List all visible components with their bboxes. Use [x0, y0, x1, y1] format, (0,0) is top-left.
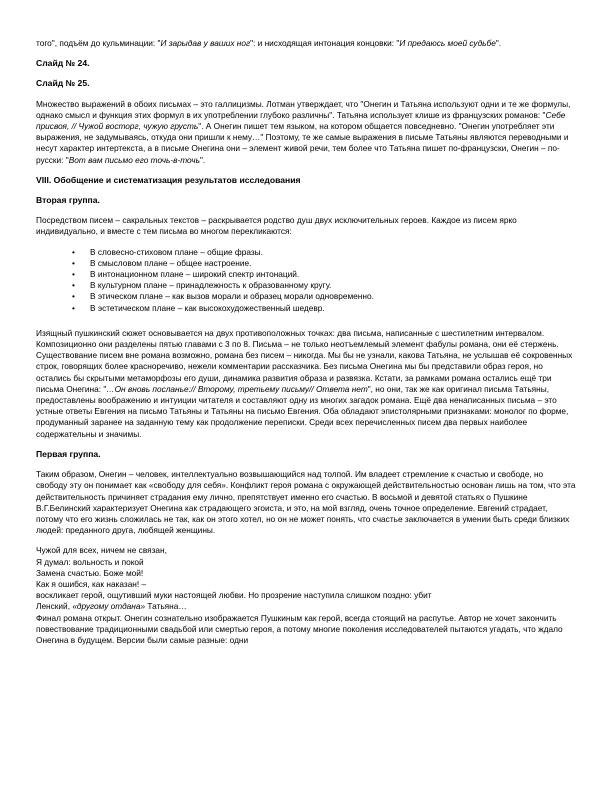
slide-24-heading: Слайд № 24.	[36, 58, 90, 69]
section-8-heading: VIII. Обобщение и систематизация результатов исследования	[36, 174, 301, 185]
text-run: ".	[199, 154, 206, 165]
paragraph-group-2-intro: Посредством писем – сакральных текстов – раскрывается родство душ двух исключительных героев. Каждое из писем ярко индивидуально, и вместе с тем письма во многом перекликаются:	[36, 215, 517, 237]
text-run: того", подъём до кульминации: "	[36, 38, 161, 48]
bullet-icon: •	[72, 269, 75, 280]
paragraph-final: Финал романа открыт. Онегин сознательно изображается Пушкиным как герой, всегда стоящий на распутье. Автор не хочет закончить повествование традиционными свадьбой или смертью героя, а потому многие поколения исследователей пытаются угадать, что ждало Онегина в будущем. Версии были самые разные: одни	[36, 612, 563, 645]
list-item	[72, 291, 576, 302]
text-run: Множество выражений в обоих письмах – это галлицизмы. Лотман утверждает, что "Онегин и Татьяна используют одни и те же формулы, однако смысл и функция этих формул в их употреблении глубоко различны". Татьяна использует клише из французских романов: "	[36, 98, 571, 120]
list-item	[72, 280, 576, 291]
after-poem-block	[36, 590, 576, 646]
text-run: ", но они, так же как оригинал письма Татьяны, предоставлены воображению и интуиции читателя и составляют одну из многих загадок романа. Ещё два ненаписанных письма – это устные ответы Евгения на письмо Татьяны и Татьяны на письмо Евгения. Оба обладают эпистолярными признаками: монолог по форме, продуманный заранее на заданную тему как продолжение переписки. Среди всех перечисленных писем два первых наиболее содержательны и значимы.	[36, 383, 569, 439]
poem-block	[36, 545, 576, 590]
bullet-list	[36, 247, 576, 314]
list-item	[72, 258, 576, 269]
quote-run: Себе присвоя, // Чужой восторг, чужую грусть	[36, 109, 566, 132]
poem-line: Я думал: вольность и покой	[36, 556, 144, 567]
poem-line: Как я ошибся, как наказан! –	[36, 578, 147, 589]
slide-25-heading: Слайд № 25.	[36, 78, 90, 89]
list-item-text: В интонационном плане – широкий спектр интонаций.	[90, 269, 300, 280]
poem-line: Чужой для всех, ничем не связан,	[36, 545, 167, 556]
paragraph-climax	[36, 38, 576, 49]
list-item-text: В эстетическом плане – как высокохудожественный шедевр.	[90, 302, 325, 313]
group-1-heading: Первая группа.	[36, 448, 101, 459]
quote-run: «другому отдана»	[72, 601, 146, 612]
after-poem-line-2	[36, 601, 576, 612]
text-run: ": и нисходящая интонация концовки: "	[250, 38, 400, 48]
text-run: ".	[495, 38, 502, 48]
paragraph-gallicisms	[36, 99, 576, 166]
bullet-icon: •	[72, 280, 75, 291]
text-run: ". А Онегин пишет тем языком, на котором общается повседневно. "Онегин употребляет эти выражения, не задумываясь, откуда они пришли к нему…" Поэтому, те же самые выражения в письме Татьяны являются переводными и несут характер интертекста, а в письме Онегина они – элемент живой речи, тем более что Татьяна пишет по-французски, Онегин – по-русски: "	[36, 121, 569, 165]
list-item-text: В этическом плане – как вызов морали и образец морали одновременно.	[90, 291, 374, 302]
bullet-icon: •	[72, 257, 75, 268]
quote-run: Вот вам письмо его точь-в-точь	[68, 154, 200, 165]
list-item	[72, 247, 576, 258]
text-run: Татьяна…	[145, 601, 187, 612]
poem-line: Замена счастью. Боже мой!	[36, 567, 144, 578]
bullet-icon: •	[72, 246, 75, 257]
group-2-heading: Вторая группа.	[36, 195, 100, 206]
list-item-text: В смысловом плане – общее настроение.	[90, 257, 252, 268]
text-run: Изящный пушкинский сюжет основывается на двух противоположных точках: два письма, написанные с шестилетним интервалом. Композиционно они разделены пятью главами с 3 по 8. Письма – не только неотъемлемый элемент фабулы романа, они её стержень. Существование писем вне романа возможно, романа без писем – никогда. Мы бы не узнали, какова Татьяна, не услышав её сокровенных строк, говорящих более красноречиво, нежели комментарии рассказчика. Без письма Онегина мы бы представили образ героя, но остались бы скрытыми метаморфозы его души, динамика развития образа и развязка. Кстати, за рамками романа остались ещё три письма Онегина: "	[36, 327, 573, 394]
list-item	[72, 303, 576, 314]
quote-run: И зарыдав у ваших ног	[160, 38, 251, 48]
list-item	[72, 269, 576, 280]
paragraph-plot	[36, 328, 576, 440]
quote-run: …Он вновь посланье:// Второму, третьему письму// Ответа нет	[106, 383, 368, 394]
paragraph-group-1: Таким образом, Онегин – человек, интеллектуально возвышающийся над толпой. Им владеет стремление к счастью и свободе, но свободу эту он понимает как «свободу для себя». Конфликт героя романа с окружающей действительностью основан лишь на том, что эта действительность причиняет страдания ему лично, препятствует именно его счастью. В восьмой и девятой статьях о Пушкине В.Г.Белинский характеризует Онегина как страдающего эгоиста, и это, на мой взгляд, очень точное определение. Евгений страдает, потому что его жизнь сложилась не так, как он этого хотел, но он не может понять, что счастье заключается в умении быть среди близких людей: преданного друга, любящей женщины.	[36, 469, 576, 536]
bullet-icon: •	[72, 302, 75, 313]
list-item-text: В словесно-стиховом плане – общие фразы.	[90, 246, 263, 257]
bullet-icon: •	[72, 291, 75, 302]
after-poem-line-1: воскликает герой, ощутивший муки настоящей любви. Но прозрение наступила слишком поздно: убит	[36, 590, 432, 601]
text-run: Ленский,	[36, 601, 73, 612]
quote-run: И предаюсь моей судьбе	[399, 38, 496, 48]
list-item-text: В культурном плане – принадлежность к образованному кругу.	[90, 280, 332, 291]
